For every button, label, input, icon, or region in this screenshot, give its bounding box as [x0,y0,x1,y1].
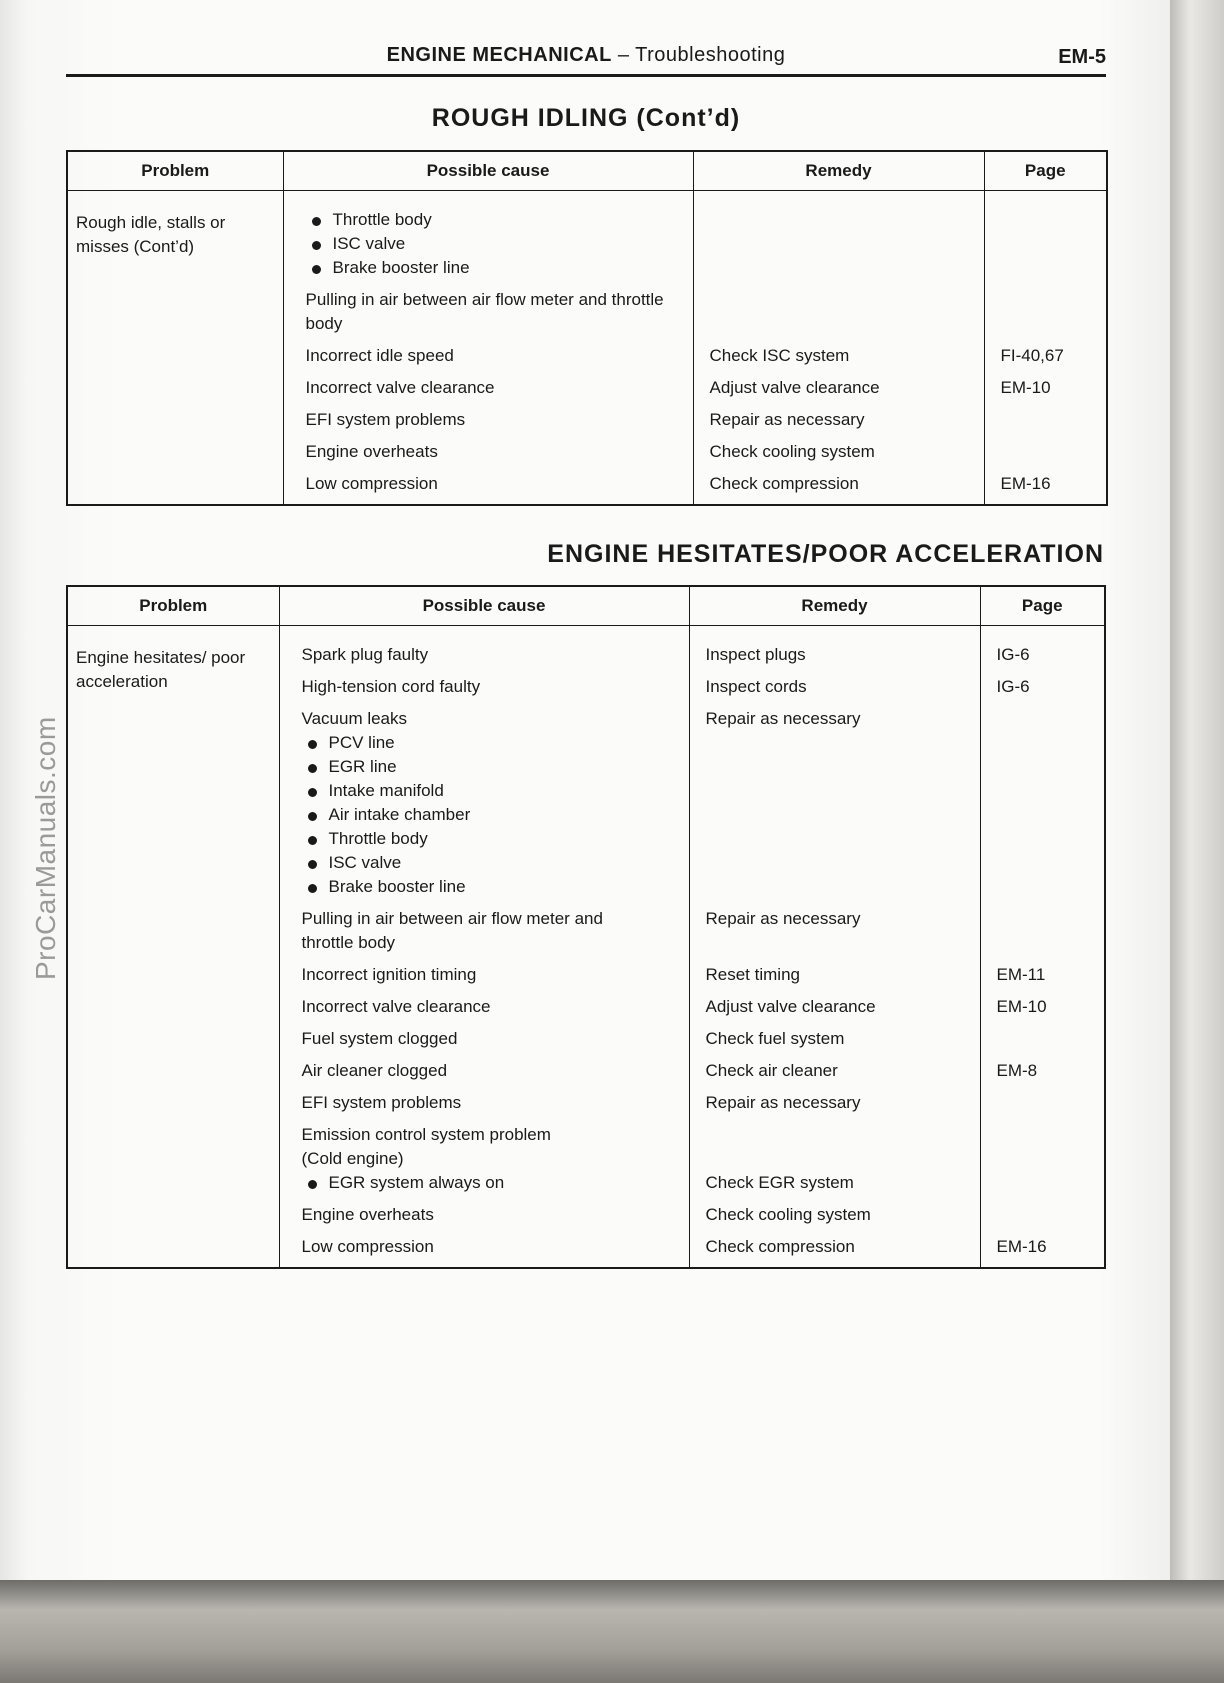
cause-item: Engine overheats [305,442,438,461]
page-ref [985,208,1107,232]
cause-item: Pulling in air between air flow meter and throttle body [305,290,664,333]
header-title [66,44,1106,67]
page-ref [981,779,1105,803]
remedy-item: Repair as necessary [705,909,861,928]
column-header-problem: Problem [67,151,283,191]
page-ref [981,827,1105,851]
remedy-item: Repair as necessary [709,410,865,429]
remedy-item [690,1123,980,1147]
column-header-remedy: Remedy [693,151,984,191]
page-ref: IG-6 [996,677,1030,696]
problem-cell: Engine hesitates/ poor acceleration [67,626,279,1269]
page-ref [985,288,1107,336]
page-ref [985,440,1107,464]
remedy-item: Repair as necessary [705,1093,861,1112]
page-ref [981,707,1105,731]
cause-item: Incorrect ignition timing [301,965,477,984]
page-ref [981,731,1105,755]
remedy-item [690,875,980,899]
page-edge [1170,0,1224,1580]
cause-item: Air cleaner clogged [301,1061,448,1080]
page-ref [985,408,1107,432]
page-ref [985,232,1107,256]
page-ref: EM-16 [996,1237,1047,1256]
page-ref: IG-6 [996,645,1030,664]
remedy-item: Check fuel system [705,1029,845,1048]
remedy-item: Check cooling system [705,1205,871,1224]
cause-item: Brake booster line [284,256,693,280]
remedy-item [694,288,984,336]
section-title-rough-idling: ROUGH IDLING (Cont’d) [431,104,741,132]
cause-item: Intake manifold [280,779,689,803]
remedy-item: Adjust valve clearance [709,378,880,397]
remedy-column [689,626,980,1269]
remedy-item [694,232,984,256]
cause-column [283,191,693,506]
column-header-page: Page [980,586,1105,626]
page-column [984,191,1107,506]
page-ref [981,1123,1105,1147]
page-ref [981,803,1105,827]
page-ref [981,1171,1105,1195]
scan-shadow [0,1580,1224,1683]
page-header [66,42,1106,77]
table-header-row [67,151,1107,191]
cause-item: PCV line [280,731,689,755]
cause-item: Brake booster line [280,875,689,899]
column-header-page: Page [984,151,1107,191]
cause-item: High-tension cord faulty [301,677,481,696]
page-ref [985,256,1107,280]
cause-item: Pulling in air between air flow meter and throttle body [301,909,603,952]
cause-item: Incorrect idle speed [305,346,454,365]
remedy-item [694,256,984,280]
cause-item: Throttle body [280,827,689,851]
troubleshooting-table-engine-hesitates [66,585,1106,1269]
header-page-id: EM-5 [1058,46,1106,68]
column-header-problem: Problem [67,586,279,626]
section-title-engine-hesitates: ENGINE HESITATES/POOR ACCELERATION [547,540,1104,568]
column-header-cause: Possible cause [283,151,693,191]
cause-item: (Cold engine) [301,1149,404,1168]
header-title-rest: – Troubleshooting [611,44,786,66]
remedy-item: Inspect plugs [705,645,806,664]
table-body-row [67,191,1107,506]
remedy-item: Check cooling system [709,442,875,461]
column-header-cause: Possible cause [279,586,689,626]
cause-item: Throttle body [284,208,693,232]
page-ref: EM-16 [1000,474,1051,493]
table-header-row [67,586,1105,626]
page-ref: EM-10 [1000,378,1051,397]
page-ref [981,851,1105,875]
cause-column [279,626,689,1269]
remedy-item [690,827,980,851]
remedy-item: Check compression [709,474,859,493]
cause-item: ISC valve [280,851,689,875]
remedy-item [690,851,980,875]
remedy-item: Check EGR system [705,1173,854,1192]
cause-item: Vacuum leaks [301,709,408,728]
cause-item: Engine overheats [301,1205,434,1224]
cause-item: Emission control system problem [301,1125,551,1144]
cause-item: EFI system problems [301,1093,462,1112]
page-ref: EM-11 [996,965,1046,984]
page-column [980,626,1105,1269]
header-title-bold: ENGINE MECHANICAL [386,44,612,66]
remedy-item: Adjust valve clearance [705,997,876,1016]
table-body-row [67,626,1105,1269]
remedy-item [690,779,980,803]
page-ref: EM-8 [996,1061,1038,1080]
remedy-item [690,755,980,779]
problem-cell: Rough idle, stalls or misses (Cont’d) [67,191,283,506]
troubleshooting-table-rough-idling [66,150,1108,506]
page-ref [981,907,1105,955]
page-ref [981,1091,1105,1115]
remedy-item [690,803,980,827]
remedy-item: Inspect cords [705,677,807,696]
remedy-item [690,731,980,755]
remedy-item: Reset timing [705,965,800,984]
remedy-column [693,191,984,506]
page-ref [981,1203,1105,1227]
cause-item: EFI system problems [305,410,466,429]
remedy-item [690,1147,980,1171]
cause-item: Low compression [305,474,438,493]
watermark: ProCarManuals.com [30,716,61,980]
cause-item: Spark plug faulty [301,645,429,664]
page-ref [981,1027,1105,1051]
cause-item: Low compression [301,1237,434,1256]
cause-item: EGR line [280,755,689,779]
cause-item: ISC valve [284,232,693,256]
page-ref: FI-40,67 [1000,346,1064,365]
remedy-item: Check compression [705,1237,855,1256]
cause-item: Incorrect valve clearance [305,378,495,397]
cause-item: EGR system always on [280,1171,689,1195]
cause-item: Incorrect valve clearance [301,997,491,1016]
page-ref [981,755,1105,779]
remedy-item: Repair as necessary [705,709,861,728]
remedy-item [694,208,984,232]
remedy-item: Check air cleaner [705,1061,838,1080]
cause-item: Fuel system clogged [301,1029,458,1048]
page-ref [981,875,1105,899]
cause-item: Air intake chamber [280,803,689,827]
page-ref: EM-10 [996,997,1047,1016]
page-ref [981,1147,1105,1171]
column-header-remedy: Remedy [689,586,980,626]
remedy-item: Check ISC system [709,346,850,365]
